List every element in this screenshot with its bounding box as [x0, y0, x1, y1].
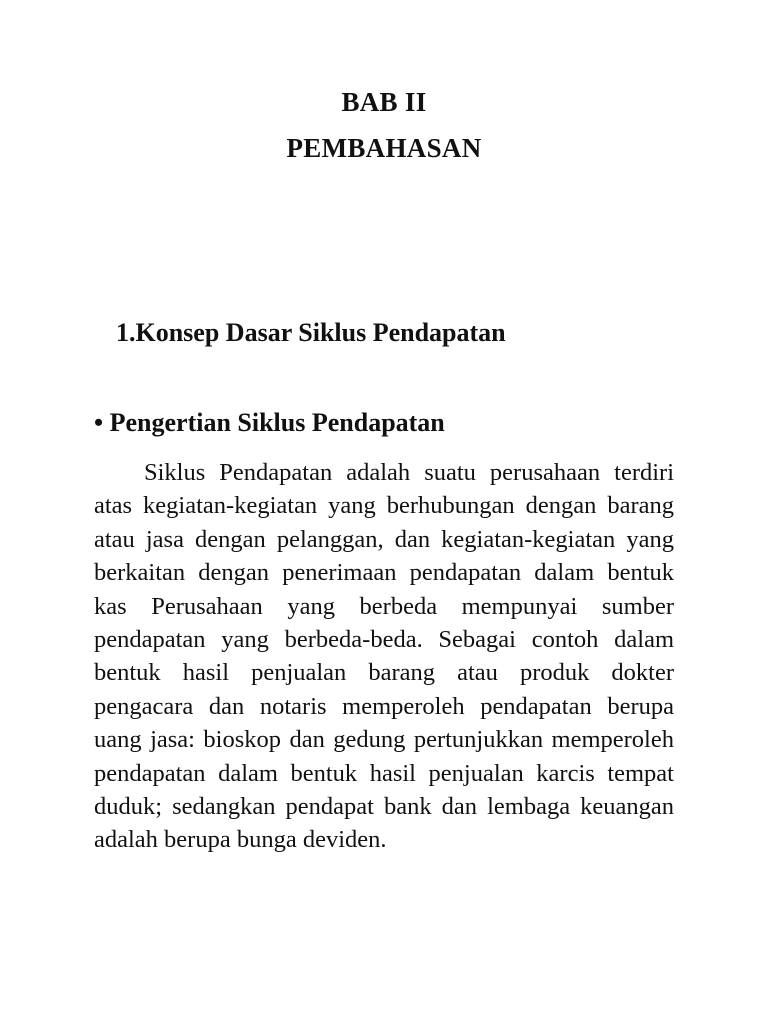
- chapter-label: BAB II: [341, 87, 427, 117]
- section-heading: 1.Konsep Dasar Siklus Pendapatan: [116, 318, 506, 347]
- subsection-heading: • Pengertian Siklus Pendapatan: [94, 408, 445, 437]
- body-paragraph: Siklus Pendapatan adalah suatu perusahaan terdiri atas kegiatan-kegiatan yang berhubungan dengan barang atau jasa dengan pelanggan, dan kegiatan-kegiatan yang berkaitan dengan penerimaan pendapatan dalam bentuk kas Perusahaan yang berbeda mempunyai sumber pendapatan yang berbeda-beda. Sebagai contoh dalam bentuk hasil penjualan barang atau produk dokter pengacara dan notaris memperoleh pendapatan berupa uang jasa: bioskop dan gedung pertunjukkan memperoleh pendapatan dalam bentuk hasil penjualan karcis tempat duduk; sedangkan pendapat bank dan lembaga keuangan adalah berupa bunga deviden.: [94, 459, 674, 854]
- chapter-title: PEMBAHASAN: [286, 133, 482, 163]
